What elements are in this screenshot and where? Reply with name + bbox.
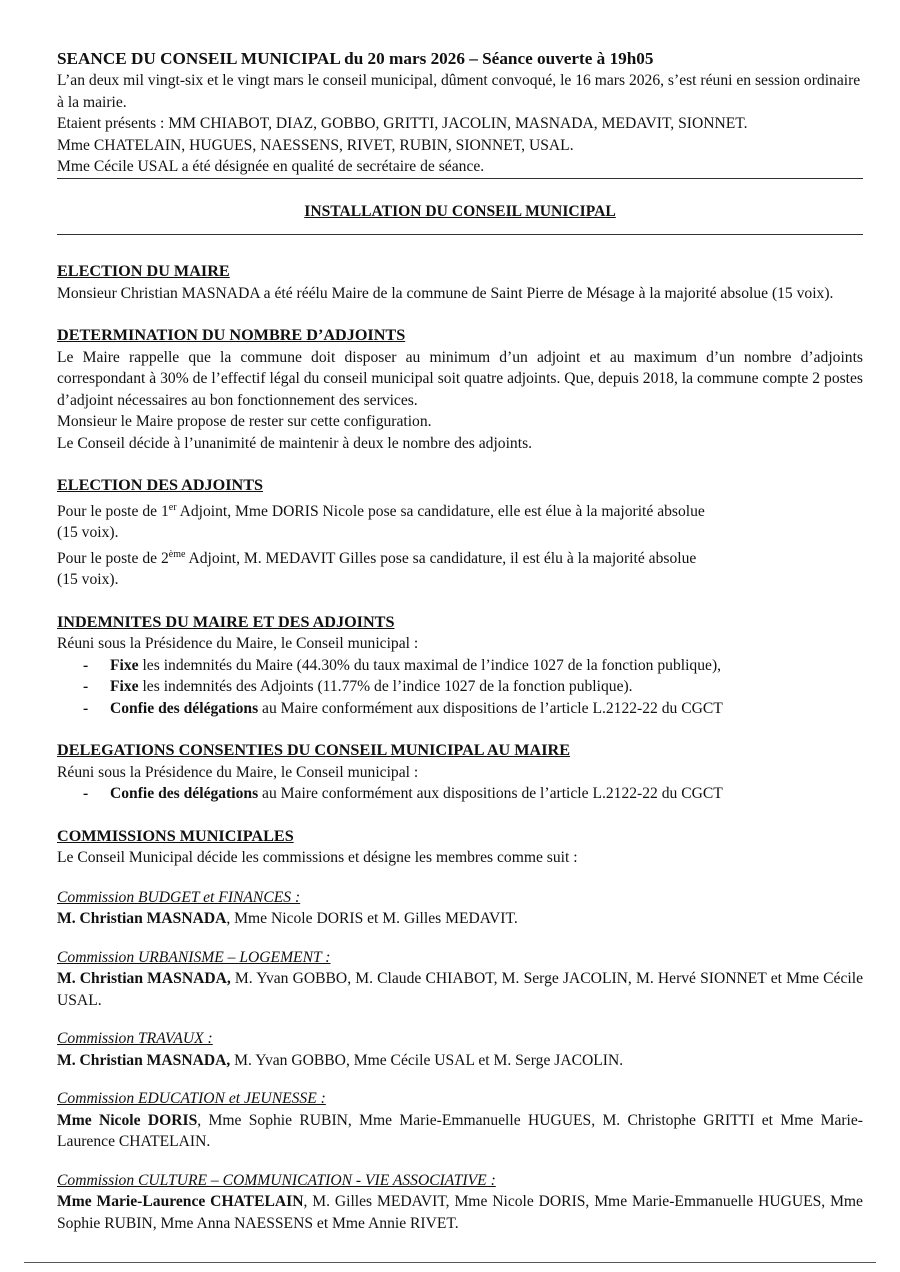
section-nombre-adjoints — [57, 325, 863, 454]
commission-title: Commission BUDGET et FINANCES : — [57, 888, 301, 906]
commission-title: Commission EDUCATION et JEUNESSE : — [57, 1090, 326, 1108]
section-heading: DETERMINATION DU NOMBRE D’ADJOINTS — [57, 326, 406, 344]
section-intro: Réuni sous la Présidence du Maire, le Conseil municipal : — [57, 635, 419, 653]
commission-members: M. Christian MASNADA, Mme Nicole DORIS et M. Gilles MEDAVIT. — [57, 910, 518, 928]
list-item: - Confie des délégations au Maire conformément aux dispositions de l’article L.2122-22 du CGCT — [83, 783, 863, 805]
section-heading: DELEGATIONS CONSENTIES DU CONSEIL MUNICIPAL AU MAIRE — [57, 741, 571, 760]
present-members-women: Mme CHATELAIN, HUGUES, NAESSENS, RIVET, RUBIN, SIONNET, USAL. — [57, 136, 574, 154]
indemnites-list — [57, 655, 863, 720]
present-members-men: Etaient présents : MM CHIABOT, DIAZ, GOBBO, GRITTI, JACOLIN, MASNADA, MEDAVIT, SIONNET. — [57, 115, 748, 132]
page-bottom-edge — [24, 1262, 876, 1263]
commission-title: Commission TRAVAUX : — [57, 1030, 213, 1048]
delegations-list — [57, 783, 863, 805]
section-heading: ELECTION DU MAIRE — [57, 262, 230, 280]
session-secretary: Mme Cécile USAL a été désignée en qualité de secrétaire de séance. — [57, 158, 485, 175]
section-indemnites — [57, 612, 863, 720]
session-intro: L’an deux mil vingt-six et le vingt mars le conseil municipal, dûment convoqué, le 16 mars 2026, s’est réuni en session ordinaire à la mairie. — [57, 72, 861, 111]
commission-members: Mme Marie-Laurence CHATELAIN, M. Gilles MEDAVIT, Mme Nicole DORIS, Mme Marie-Emmanuelle HUGUES, Mme Sophie RUBIN, Mme Anna NAESSENS et Mme Annie RIVET. — [57, 1193, 863, 1232]
section-text: Le Maire rappelle que la commune doit disposer au minimum d’un adjoint et au maximum d’un nombre d’adjoints correspondant à 30% de l’effectif légal du conseil municipal soit quatre adjoints. Que, depuis 2018, la commune compte 2 postes d’adjoint nécessaires au bon fonctionnement des services. — [57, 348, 863, 409]
second-adjoint-text: Pour le poste de 2ème Adjoint, M. MEDAVIT Gilles pose sa candidature, il est élu à la majorité absolue — [57, 548, 697, 567]
section-heading: COMMISSIONS MUNICIPALES — [57, 826, 294, 845]
section-election-maire — [57, 261, 863, 304]
section-heading: ELECTION DES ADJOINTS — [57, 476, 264, 494]
second-adjoint-votes: (15 voix). — [57, 571, 119, 589]
section-delegations — [57, 740, 863, 805]
minutes-page — [57, 48, 863, 1234]
commission-title: Commission URBANISME – LOGEMENT : — [57, 948, 331, 966]
section-text: Monsieur le Maire propose de rester sur cette configuration. — [57, 413, 432, 430]
installation-heading: INSTALLATION DU CONSEIL MUNICIPAL — [304, 202, 616, 220]
section-heading: INDEMNITES DU MAIRE ET DES ADJOINTS — [57, 612, 395, 631]
list-item: - Confie des délégations au Maire conformément aux dispositions de l’article L.2122-22 du CGCT — [83, 698, 863, 720]
list-item: - Fixe les indemnités du Maire (44.30% du taux maximal de l’indice 1027 de la fonction publique), — [83, 655, 863, 677]
list-item: - Fixe les indemnités des Adjoints (11.77% de l’indice 1027 de la fonction publique). — [83, 676, 863, 698]
first-adjoint-votes: (15 voix). — [57, 524, 119, 542]
section-commissions — [57, 826, 863, 1235]
section-election-adjoints — [57, 475, 863, 591]
commission-members: Mme Nicole DORIS, Mme Sophie RUBIN, Mme Marie-Emmanuelle HUGUES, M. Christophe GRITTI et Mme Marie-Laurence CHATELAIN. — [57, 1111, 864, 1151]
section-intro: Le Conseil Municipal décide les commissions et désigne les membres comme suit : — [57, 849, 578, 867]
section-text: Le Conseil décide à l’unanimité de maintenir à deux le nombre des adjoints. — [57, 434, 533, 452]
first-adjoint-text: Pour le poste de 1er Adjoint, Mme DORIS Nicole pose sa candidature, elle est élue à la majorité absolue — [57, 501, 705, 520]
section-intro: Réuni sous la Présidence du Maire, le Conseil municipal : — [57, 763, 419, 781]
commission-members: M. Christian MASNADA, M. Yvan GOBBO, M. Claude CHIABOT, M. Serge JACOLIN, M. Hervé SIONNET et Mme Cécile USAL. — [57, 970, 863, 1009]
section-text: Monsieur Christian MASNADA a été réélu Maire de la commune de Saint Pierre de Mésage à la majorité absolue (15 voix). — [57, 284, 834, 302]
commission-title: Commission CULTURE – COMMUNICATION - VIE ASSOCIATIVE : — [57, 1171, 496, 1189]
commission-members: M. Christian MASNADA, M. Yvan GOBBO, Mme Cécile USAL et M. Serge JACOLIN. — [57, 1051, 624, 1069]
session-title: SEANCE DU CONSEIL MUNICIPAL du 20 mars 2026 – Séance ouverte à 19h05 — [57, 49, 654, 68]
